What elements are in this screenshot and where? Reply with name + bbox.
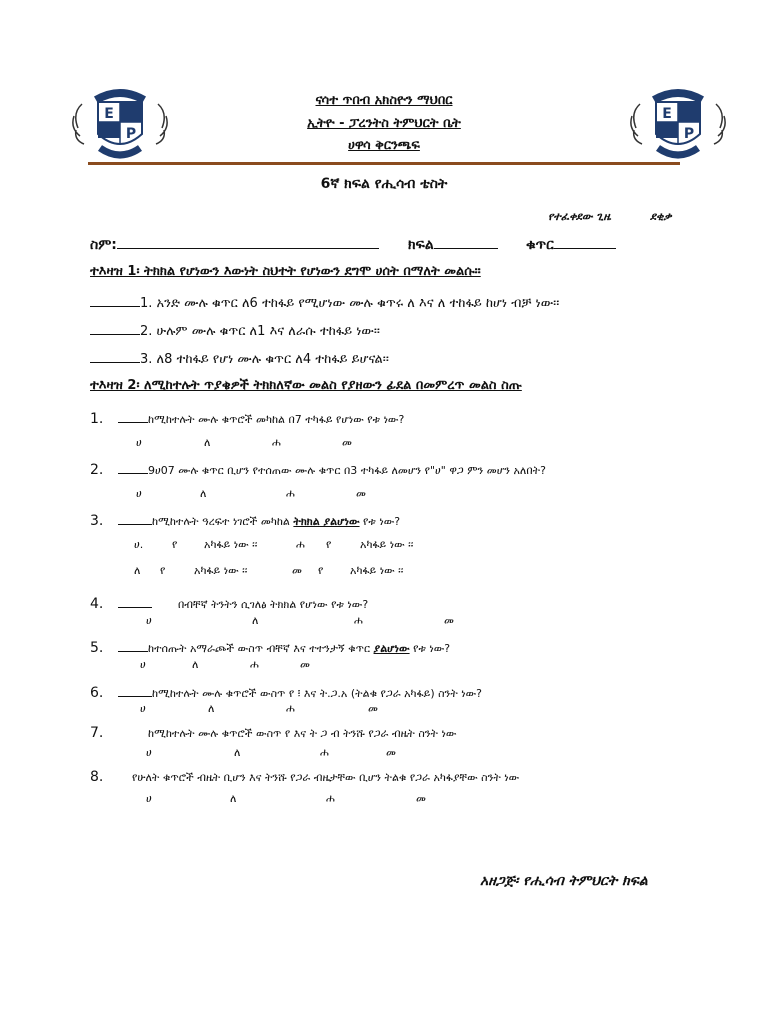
- question-number: 5.: [90, 640, 104, 656]
- option-c-text: አካፋይ ነው ፡፡: [360, 538, 414, 551]
- option-c[interactable]: ሐ: [250, 658, 259, 671]
- header-divider: [88, 162, 680, 165]
- answer-blank[interactable]: [90, 348, 140, 363]
- section2-title: ተእዛዝ 2፡ ለሚከተሉት ጥያቄዎች ትክክለኛው መልስ የያዘውን ፊደል በመምረጥ መልስ ስጡ: [90, 378, 522, 393]
- question-text: ከተሰጡት አማራጮች ውስጥ ብቸኛ እና ተተንታኝ ቁጥር: [148, 642, 374, 655]
- question-number: 3.: [90, 513, 104, 529]
- option-a[interactable]: ሀ: [136, 487, 142, 500]
- answer-blank[interactable]: [118, 459, 148, 474]
- number-label: ቁጥር: [526, 237, 554, 253]
- option-a[interactable]: ሀ: [136, 436, 142, 449]
- question-emphasis: ያልሆነው: [373, 642, 410, 655]
- option-d[interactable]: መ: [342, 436, 352, 449]
- grade-field[interactable]: [408, 234, 498, 253]
- tf-item-text: 1. አንድ ሙሉ ቁጥር ለ6 ተከፋይ የሚሆነው ሙሉ ቁጥሩ ለ እና ለ ተከፋይ ከሆነ ብቻ ነው፡፡: [140, 296, 560, 311]
- option-c[interactable]: ሐ: [326, 792, 335, 805]
- option-a[interactable]: ሀ: [146, 792, 152, 805]
- org-name: ናሳተ ጥበብ አክስዮን ማህበር: [315, 93, 453, 108]
- test-title: 6ኛ ክፍል የሒሳብ ቴስት: [320, 176, 448, 192]
- question-text-end: የቱ ነው?: [409, 642, 451, 655]
- option-d[interactable]: መ: [368, 702, 378, 715]
- tf-item-1: [90, 292, 559, 311]
- question-text: በብቸኛ ትንትን ሲገለፅ ትክክል የሆነው የቱ ነው?: [178, 598, 369, 611]
- svg-text:P: P: [683, 126, 695, 142]
- option-d-of: የ: [318, 564, 324, 577]
- name-field[interactable]: [90, 234, 379, 253]
- question-6: [90, 682, 482, 701]
- question-text: የሁለት ቁጥሮች ብዜት ቢሆን እና ትንሹ የጋራ ብዜታቸው ቢሆን ትልቁ የጋራ አካፋያቸው ስንት ነው: [132, 771, 520, 784]
- question-3: [90, 510, 400, 529]
- answer-blank[interactable]: [118, 593, 152, 608]
- option-d[interactable]: መ: [444, 614, 454, 627]
- question-text: ከሚከተሉት ሙሉ ቁጥሮች መካከል በ7 ተካፋይ የሆነው የቱ ነው?: [148, 413, 405, 426]
- prepared-by: አዘጋጅ፡ የሒሳብ ትምህርት ክፍል: [480, 873, 648, 889]
- time-label: የተፈቀደው ጊዜ: [548, 210, 611, 223]
- school-name: ኢትዮ - ፓረንትስ ትምህርት ቤት: [307, 116, 461, 131]
- answer-blank[interactable]: [118, 682, 152, 697]
- answer-blank[interactable]: [90, 292, 140, 307]
- question-number: 7.: [90, 725, 104, 741]
- option-a[interactable]: ሀ: [146, 746, 152, 759]
- question-number: 6.: [90, 685, 104, 701]
- question-emphasis: ትክክል ያልሆነው: [293, 515, 360, 528]
- option-b-of: የ: [160, 564, 166, 577]
- question-1: [90, 408, 404, 427]
- question-text-end: የቱ ነው?: [359, 515, 401, 528]
- option-b[interactable]: ለ: [200, 487, 207, 500]
- question-5: [90, 637, 450, 656]
- option-a-of: የ: [172, 538, 178, 551]
- option-b[interactable]: ለ: [204, 436, 211, 449]
- option-c[interactable]: ሐ: [286, 702, 295, 715]
- question-text: ከሚከተሉት ሙሉ ቁጥሮች ውስጥ የ እና ት ጋ ብ ትንሹ የጋራ ብዜት ስንት ነው: [148, 727, 457, 740]
- name-label: ስም:: [90, 237, 117, 253]
- option-c[interactable]: ሐ: [296, 538, 305, 551]
- option-b[interactable]: ለ: [234, 746, 241, 759]
- question-text: ከሚከተሉት ሙሉ ቁጥሮች ውስጥ የ ፧ እና ት.ጋ.አ (ትልቁ የጋራ አካፋይ) ስንት ነው?: [152, 687, 483, 700]
- tf-item-text: 3. ለ8 ተከፋይ የሆነ ሙሉ ቁጥር ለ4 ተከፋይ ይሆናል፡፡: [140, 352, 389, 367]
- question-2: [90, 459, 546, 478]
- number-blank[interactable]: [554, 234, 616, 249]
- question-number: 4.: [90, 596, 104, 612]
- name-blank[interactable]: [117, 234, 379, 249]
- answer-blank[interactable]: [118, 408, 148, 423]
- option-b[interactable]: ለ: [208, 702, 215, 715]
- question-7: [90, 725, 456, 741]
- option-a[interactable]: ሀ: [146, 614, 152, 627]
- option-b-text: አካፋይ ነው ፡፡: [194, 564, 248, 577]
- option-c[interactable]: ሐ: [320, 746, 329, 759]
- option-b[interactable]: ለ: [230, 792, 237, 805]
- number-field[interactable]: [526, 234, 616, 253]
- answer-blank[interactable]: [118, 637, 148, 652]
- option-c-of: የ: [326, 538, 332, 551]
- section1-title: ተእዛዝ 1፡ ትክክል የሆነውን እውነት ስህተት የሆነውን ደግሞ ሀሰት በማለት መልሱ።: [90, 264, 481, 279]
- option-a[interactable]: ሀ: [140, 702, 146, 715]
- answer-blank[interactable]: [118, 510, 152, 525]
- option-a-text: አካፋይ ነው ፡፡: [204, 538, 258, 551]
- option-a[interactable]: ሀ.: [134, 538, 144, 551]
- question-8: [90, 769, 519, 785]
- question-text: 9ሀ07 ሙሉ ቁጥር ቢሆን የተሰጠው ሙሉ ቁጥር በ3 ተካፋይ ለመሆን የ"ሀ" ዋጋ ምን መሆን አለበት?: [148, 464, 546, 477]
- question-number: 8.: [90, 769, 104, 785]
- svg-text:E: E: [104, 106, 114, 122]
- tf-item-text: 2. ሁሉም ሙሉ ቁጥር ለ1 እና ለራሱ ተከፋይ ነው፡፡: [140, 324, 380, 339]
- option-d[interactable]: መ: [292, 564, 302, 577]
- option-c[interactable]: ሐ: [286, 487, 295, 500]
- option-b[interactable]: ለ: [134, 564, 141, 577]
- option-c[interactable]: ሐ: [272, 436, 281, 449]
- svg-text:E: E: [662, 106, 672, 122]
- tf-item-2: [90, 320, 380, 339]
- option-d[interactable]: መ: [386, 746, 396, 759]
- option-d[interactable]: መ: [416, 792, 426, 805]
- question-number: 1.: [90, 411, 104, 427]
- option-a[interactable]: ሀ: [140, 658, 146, 671]
- question-number: 2.: [90, 462, 104, 478]
- option-b[interactable]: ለ: [192, 658, 199, 671]
- option-d-text: አካፋይ ነው ፡፡: [350, 564, 404, 577]
- tf-item-3: [90, 348, 389, 367]
- question-text: ከሚከተሉት ዓረፍተ ነገሮች መካከል: [152, 515, 294, 528]
- option-c[interactable]: ሐ: [354, 614, 363, 627]
- question-4: [90, 593, 368, 612]
- option-b[interactable]: ለ: [252, 614, 259, 627]
- answer-blank[interactable]: [90, 320, 140, 335]
- grade-label: ክፍል: [408, 237, 434, 253]
- time-unit: ደቂቃ: [650, 210, 672, 223]
- svg-text:P: P: [125, 126, 137, 142]
- option-d[interactable]: መ: [356, 487, 366, 500]
- branch-name: ሀዋሳ ቅርንጫፍ: [348, 138, 420, 153]
- option-d[interactable]: መ: [300, 658, 310, 671]
- grade-blank[interactable]: [434, 234, 498, 249]
